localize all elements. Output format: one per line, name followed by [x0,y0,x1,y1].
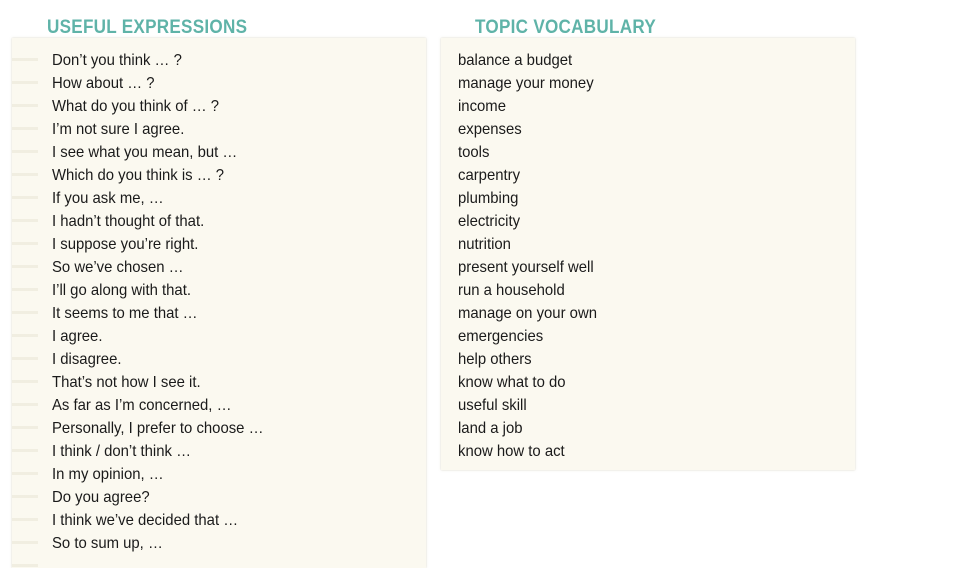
vocabulary-item: run a household [458,282,565,299]
topic-vocabulary-list [458,49,607,463]
vocabulary-item: present yourself well [458,259,594,276]
vocabulary-item: manage your money [458,75,594,92]
vocabulary-item: know what to do [458,374,566,391]
vocabulary-item: know how to act [458,443,565,460]
expression-item: If you ask me, … [52,190,164,207]
vocabulary-item: electricity [458,213,521,230]
expression-item: I’ll go along with that. [52,282,191,299]
vocabulary-item: plumbing [458,190,519,207]
vocabulary-item: carpentry [458,167,521,184]
expression-item: I hadn’t thought of that. [52,213,205,230]
expression-item: That’s not how I see it. [52,374,201,391]
vocabulary-item: balance a budget [458,52,573,69]
expression-item: What do you think of … ? [52,98,220,115]
expression-item: So to sum up, … [52,535,163,552]
expression-item: I think we’ve decided that … [52,512,239,529]
vocabulary-item: useful skill [458,397,527,414]
expression-item: So we’ve chosen … [52,259,184,276]
vocabulary-item: nutrition [458,236,511,253]
expression-item: I disagree. [52,351,122,368]
panel-edge-stripes [12,38,38,568]
expression-item: As far as I’m concerned, … [52,397,232,414]
useful-expressions-title: USEFUL EXPRESSIONS [47,17,248,38]
vocabulary-item: income [458,98,506,115]
useful-expressions-list [52,49,279,555]
expression-item: Which do you think is … ? [52,167,225,184]
expression-item: It seems to me that … [52,305,198,322]
vocabulary-item: help others [458,351,532,368]
expression-item: I suppose you’re right. [52,236,199,253]
useful-expressions-panel [12,38,426,568]
vocabulary-item: tools [458,144,490,161]
expression-item: I’m not sure I agree. [52,121,185,138]
topic-vocabulary-title: TOPIC VOCABULARY [475,17,657,38]
expression-item: I see what you mean, but … [52,144,238,161]
expression-item: Do you agree? [52,489,150,506]
expression-item: How about … ? [52,75,155,92]
vocabulary-item: emergencies [458,328,544,345]
vocabulary-item: expenses [458,121,522,138]
expression-item: Don’t you think … ? [52,52,182,69]
expression-item: In my opinion, … [52,466,164,483]
expression-item: I agree. [52,328,103,345]
topic-vocabulary-panel [441,38,855,470]
vocabulary-item: land a job [458,420,523,437]
expression-item: I think / don’t think … [52,443,191,460]
expression-item: Personally, I prefer to choose … [52,420,264,437]
vocabulary-item: manage on your own [458,305,597,322]
